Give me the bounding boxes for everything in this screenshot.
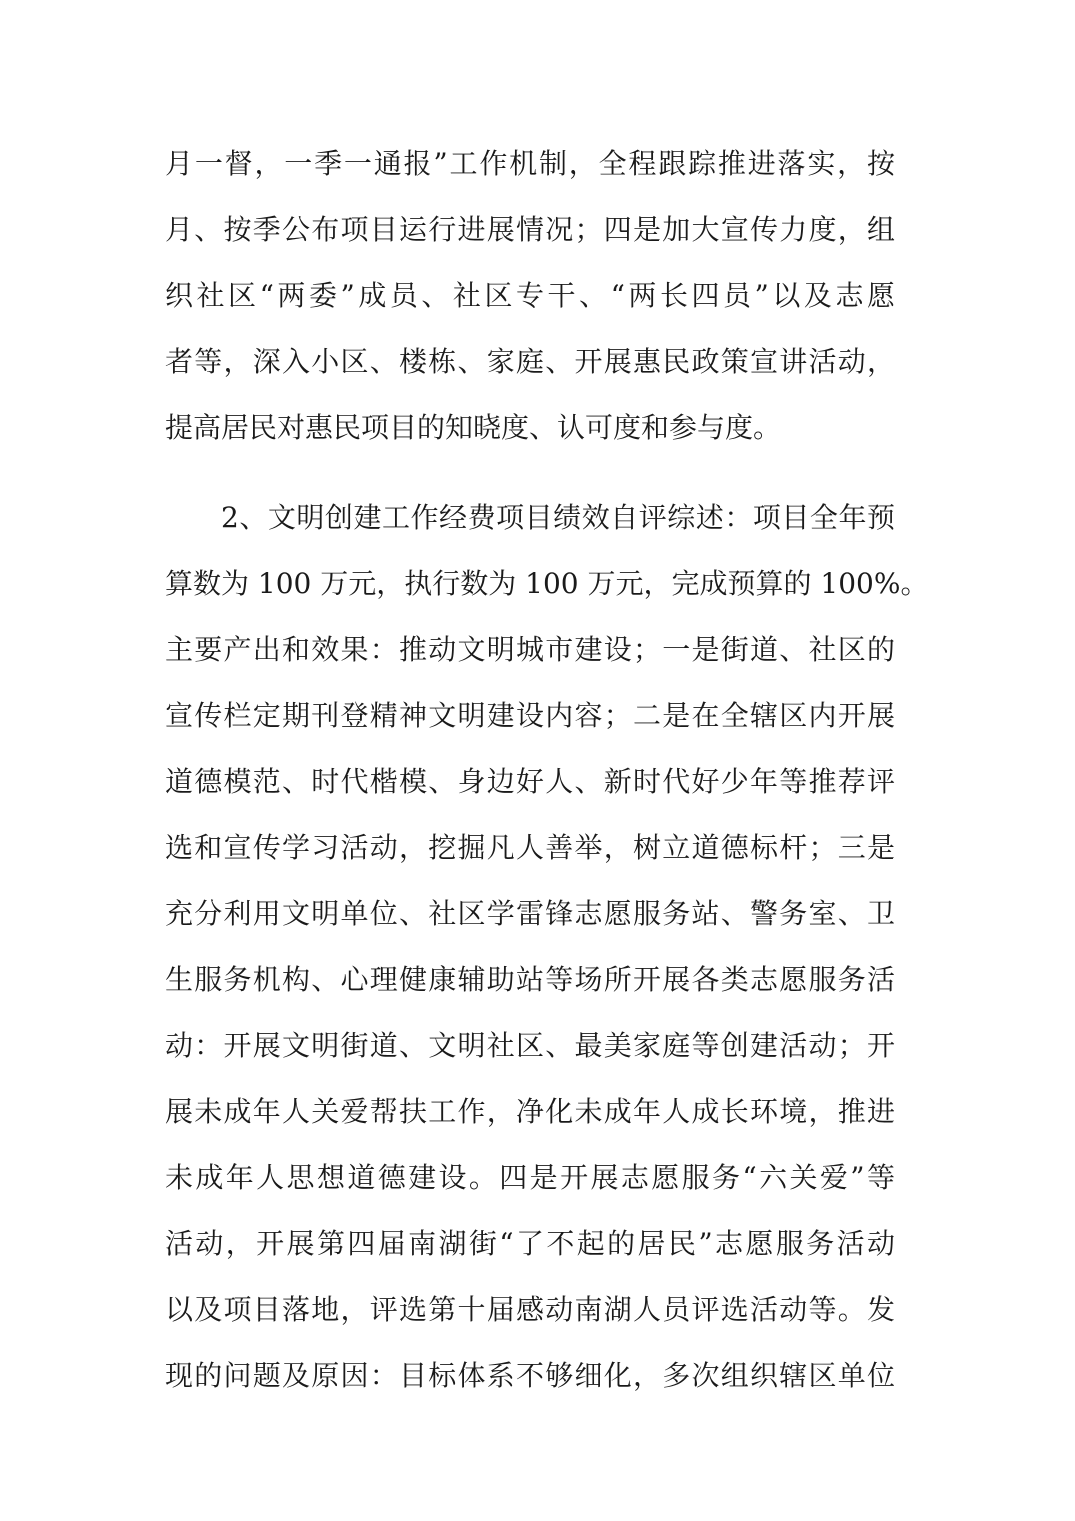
- paragraph-line: 月一督，一季一通报”工作机制，全程跟踪推进落实，按: [165, 147, 895, 180]
- paragraph-line: 宣传栏定期刊登精神文明建设内容；二是在全辖区内开展: [165, 699, 895, 732]
- paragraph-line: 充分利用文明单位、社区学雷锋志愿服务站、警务室、卫: [165, 897, 895, 930]
- paragraph-line: 月、按季公布项目运行进展情况；四是加大宣传力度，组: [165, 213, 895, 246]
- paragraph-line: 活动，开展第四届南湖街“了不起的居民”志愿服务活动: [165, 1227, 895, 1260]
- paragraph-line: 现的问题及原因：目标体系不够细化，多次组织辖区单位: [165, 1359, 895, 1392]
- paragraph-line: 生服务机构、心理健康辅助站等场所开展各类志愿服务活: [165, 963, 895, 996]
- paragraph-line: 未成年人思想道德建设。四是开展志愿服务“六关爱”等: [165, 1161, 895, 1194]
- paragraph-line: 提高居民对惠民项目的知晓度、认可度和参与度。: [165, 411, 782, 444]
- paragraph-2: [165, 485, 929, 1409]
- paragraph-line: 主要产出和效果：推动文明城市建设；一是街道、社区的: [165, 633, 895, 666]
- paragraph-line: 以及项目落地，评选第十届感动南湖人员评选活动等。发: [165, 1293, 895, 1326]
- paragraph-line: 算数为 100 万元，执行数为 100 万元，完成预算的 100%。: [165, 567, 929, 600]
- paragraph-line: 动：开展文明街道、文明社区、最美家庭等创建活动；开: [165, 1029, 895, 1062]
- paragraph-line: 展未成年人关爱帮扶工作，净化未成年人成长环境，推进: [165, 1095, 895, 1128]
- paragraph-line: 织社区“两委”成员、社区专干、“两长四员”以及志愿: [165, 279, 895, 312]
- paragraph-line: 选和宣传学习活动，挖掘凡人善举，树立道德标杆；三是: [165, 831, 895, 864]
- paragraph-line: 道德模范、时代楷模、身边好人、新时代好少年等推荐评: [165, 765, 895, 798]
- paragraph-line: 者等，深入小区、楼栋、家庭、开展惠民政策宣讲活动，: [165, 345, 895, 378]
- paragraph-line: 2、文明创建工作经费项目绩效自评综述：项目全年预: [221, 501, 895, 534]
- paragraph-1: [165, 131, 895, 461]
